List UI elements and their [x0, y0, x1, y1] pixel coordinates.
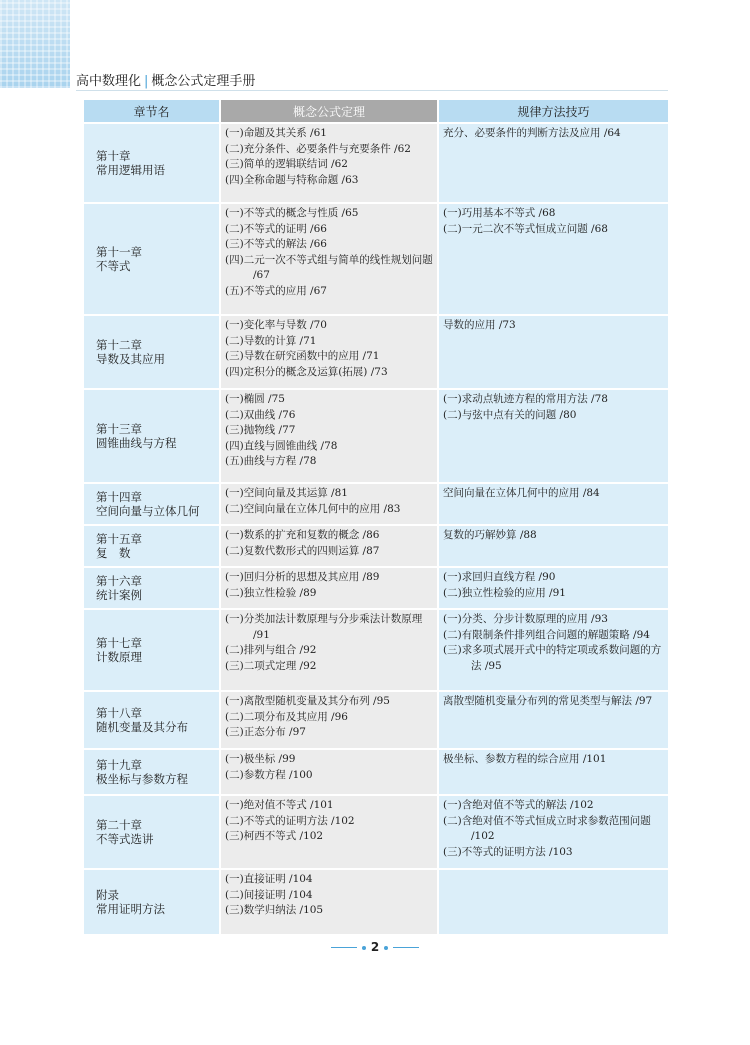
concept-entry: (一)分类加法计数原理与分步乘法计数原理 /91 — [225, 613, 423, 641]
table-row — [84, 526, 668, 566]
chapter-number: 第十七章 — [96, 636, 142, 650]
concepts-cell — [221, 526, 437, 566]
chapter-name: 导数及其应用 — [96, 352, 165, 366]
concepts-cell — [221, 568, 437, 608]
table-row — [84, 692, 668, 748]
chapter-number: 附录 — [96, 888, 119, 902]
chapter-cell — [84, 316, 219, 388]
method-entry: 空间向量在立体几何中的应用 /84 — [443, 487, 600, 499]
chapter-cell — [84, 610, 219, 690]
method-entry: 离散型随机变量分布列的常见类型与解法 /97 — [443, 695, 653, 707]
concept-entry: (三)抛物线 /77 — [225, 424, 296, 436]
chapter-cell — [84, 484, 219, 524]
concept-entry: (二)复数代数形式的四则运算 /87 — [225, 544, 380, 557]
concept-entry: (二)双曲线 /76 — [225, 408, 296, 421]
chapter-name: 统计案例 — [96, 588, 142, 602]
table-row — [84, 750, 668, 794]
concept-entry: (一)椭圆 /75 — [225, 393, 285, 405]
concepts-cell — [221, 204, 437, 314]
concepts-cell — [221, 796, 437, 868]
chapter-name: 随机变量及其分布 — [96, 720, 188, 734]
chapter-number: 第十四章 — [96, 490, 142, 504]
chapter-number: 第十六章 — [96, 574, 142, 588]
concept-entry: (二)独立性检验 /89 — [225, 586, 317, 599]
chapter-cell — [84, 750, 219, 794]
method-entry: (二)一元二次不等式恒成立问题 /68 — [443, 222, 608, 235]
table-row — [84, 390, 668, 482]
column-header-chapter: 章节名 — [84, 100, 219, 122]
method-entry: 极坐标、参数方程的综合应用 /101 — [443, 753, 607, 765]
chapter-cell — [84, 870, 219, 934]
table-row — [84, 316, 668, 388]
table-header-row — [84, 100, 668, 122]
table-row — [84, 484, 668, 524]
method-entry: (二)独立性检验的应用 /91 — [443, 586, 566, 599]
concepts-cell — [221, 124, 437, 202]
chapter-name: 不等式 — [96, 259, 131, 273]
column-header-concepts: 概念公式定理 — [221, 100, 437, 122]
concept-entry: (四)全称命题与特称命题 /63 — [225, 173, 359, 186]
chapter-name: 复 数 — [96, 546, 131, 560]
footer-rule-right — [393, 947, 419, 948]
table-row — [84, 796, 668, 868]
header-divider — [76, 90, 668, 91]
chapter-number: 第十一章 — [96, 245, 142, 259]
method-entry: (一)巧用基本不等式 /68 — [443, 207, 556, 219]
chapter-name: 不等式选讲 — [96, 832, 154, 846]
concept-entry: (三)二项式定理 /92 — [225, 659, 317, 672]
concept-entry: (一)绝对值不等式 /101 — [225, 799, 334, 811]
concept-entry: (一)不等式的概念与性质 /65 — [225, 207, 359, 219]
concepts-cell — [221, 390, 437, 482]
methods-cell — [439, 750, 668, 794]
method-entry: (二)与弦中点有关的问题 /80 — [443, 408, 577, 421]
methods-cell — [439, 316, 668, 388]
chapter-name: 极坐标与参数方程 — [96, 772, 188, 786]
table-row — [84, 870, 668, 934]
page-footer — [0, 940, 750, 954]
method-entry: (三)求多项式展开式中的特定项或系数问题的方法 /95 — [443, 644, 662, 672]
concept-entry: (一)空间向量及其运算 /81 — [225, 487, 348, 499]
concept-entry: (二)二项分布及其应用 /96 — [225, 710, 348, 723]
chapter-cell — [84, 204, 219, 314]
concept-entry: (四)二元一次不等式组与简单的线性规划问题 /67 — [225, 253, 433, 281]
chapter-name: 常用逻辑用语 — [96, 163, 165, 177]
method-entry: (一)分类、分步计数原理的应用 /93 — [443, 613, 608, 625]
concept-entry: (二)空间向量在立体几何中的应用 /83 — [225, 502, 401, 515]
chapter-number: 第十三章 — [96, 422, 142, 436]
methods-cell — [439, 484, 668, 524]
chapter-cell — [84, 692, 219, 748]
concepts-cell — [221, 316, 437, 388]
concept-entry: (二)充分条件、必要条件与充要条件 /62 — [225, 142, 411, 155]
book-subtitle: 概念公式定理手册 — [151, 74, 256, 89]
methods-cell — [439, 526, 668, 566]
methods-cell — [439, 796, 668, 868]
chapter-number: 第十八章 — [96, 706, 142, 720]
table-row — [84, 204, 668, 314]
chapter-number: 第二十章 — [96, 818, 142, 832]
chapter-cell — [84, 796, 219, 868]
contents-table — [82, 98, 670, 936]
chapter-cell — [84, 568, 219, 608]
footer-dot-right — [384, 946, 388, 950]
concept-entry: (三)正态分布 /97 — [225, 726, 306, 738]
methods-cell — [439, 692, 668, 748]
method-entry: 充分、必要条件的判断方法及应用 /64 — [443, 127, 621, 139]
chapter-cell — [84, 124, 219, 202]
method-entry: (一)含绝对值不等式的解法 /102 — [443, 799, 594, 811]
footer-rule-left — [331, 947, 357, 948]
column-header-methods: 规律方法技巧 — [439, 100, 668, 122]
methods-cell — [439, 870, 668, 934]
concepts-cell — [221, 610, 437, 690]
corner-decoration — [0, 0, 70, 88]
methods-cell — [439, 390, 668, 482]
concept-entry: (二)参数方程 /100 — [225, 768, 313, 781]
concept-entry: (二)间接证明 /104 — [225, 888, 313, 901]
page-header — [76, 70, 255, 89]
concept-entry: (一)数系的扩充和复数的概念 /86 — [225, 529, 380, 541]
method-entry: (一)求回归直线方程 /90 — [443, 571, 556, 583]
chapter-number: 第十五章 — [96, 532, 142, 546]
concepts-cell — [221, 692, 437, 748]
concept-entry: (四)定积分的概念及运算(拓展) /73 — [225, 365, 388, 378]
concept-entry: (三)导数在研究函数中的应用 /71 — [225, 350, 380, 362]
concept-entry: (一)极坐标 /99 — [225, 753, 296, 765]
concept-entry: (一)变化率与导数 /70 — [225, 319, 327, 331]
concept-entry: (三)柯西不等式 /102 — [225, 830, 324, 842]
chapter-name: 空间向量与立体几何 — [96, 504, 200, 518]
concept-entry: (二)排列与组合 /92 — [225, 644, 317, 656]
concept-entry: (四)直线与圆锥曲线 /78 — [225, 439, 338, 452]
concepts-cell — [221, 750, 437, 794]
chapter-number: 第十章 — [96, 149, 131, 163]
concept-entry: (二)不等式的证明方法 /102 — [225, 814, 355, 827]
method-entry: 复数的巧解妙算 /88 — [443, 529, 537, 541]
header-separator: | — [144, 74, 149, 89]
chapter-cell — [84, 526, 219, 566]
methods-cell — [439, 610, 668, 690]
table-row — [84, 124, 668, 202]
concepts-cell — [221, 870, 437, 934]
table-body — [84, 124, 668, 934]
concept-entry: (一)直接证明 /104 — [225, 873, 313, 885]
method-entry: (二)有限制条件排列组合问题的解题策略 /94 — [443, 628, 650, 641]
method-entry: (三)不等式的证明方法 /103 — [443, 845, 573, 858]
concept-entry: (一)回归分析的思想及其应用 /89 — [225, 571, 380, 583]
footer-dot-left — [362, 946, 366, 950]
concepts-cell — [221, 484, 437, 524]
concept-entry: (一)离散型随机变量及其分布列 /95 — [225, 695, 390, 707]
chapter-cell — [84, 390, 219, 482]
methods-cell — [439, 204, 668, 314]
table-row — [84, 568, 668, 608]
table-row — [84, 610, 668, 690]
concept-entry: (三)简单的逻辑联结词 /62 — [225, 158, 348, 170]
concept-entry: (二)不等式的证明 /66 — [225, 222, 327, 235]
method-entry: 导数的应用 /73 — [443, 319, 516, 331]
methods-cell — [439, 568, 668, 608]
method-entry: (一)求动点轨迹方程的常用方法 /78 — [443, 393, 608, 405]
chapter-number: 第十九章 — [96, 758, 142, 772]
methods-cell — [439, 124, 668, 202]
chapter-name: 计数原理 — [96, 650, 142, 664]
page-number: 2 — [370, 940, 380, 954]
concept-entry: (一)命题及其关系 /61 — [225, 127, 327, 139]
concept-entry: (五)曲线与方程 /78 — [225, 455, 317, 467]
concept-entry: (五)不等式的应用 /67 — [225, 284, 327, 297]
chapter-name: 圆锥曲线与方程 — [96, 436, 177, 450]
chapter-name: 常用证明方法 — [96, 902, 165, 916]
method-entry: (二)含绝对值不等式恒成立时求参数范围问题 /102 — [443, 814, 651, 842]
chapter-number: 第十二章 — [96, 338, 142, 352]
book-title: 高中数理化 — [76, 74, 142, 89]
concept-entry: (二)导数的计算 /71 — [225, 334, 317, 347]
concept-entry: (三)不等式的解法 /66 — [225, 238, 327, 250]
concept-entry: (三)数学归纳法 /105 — [225, 904, 324, 916]
